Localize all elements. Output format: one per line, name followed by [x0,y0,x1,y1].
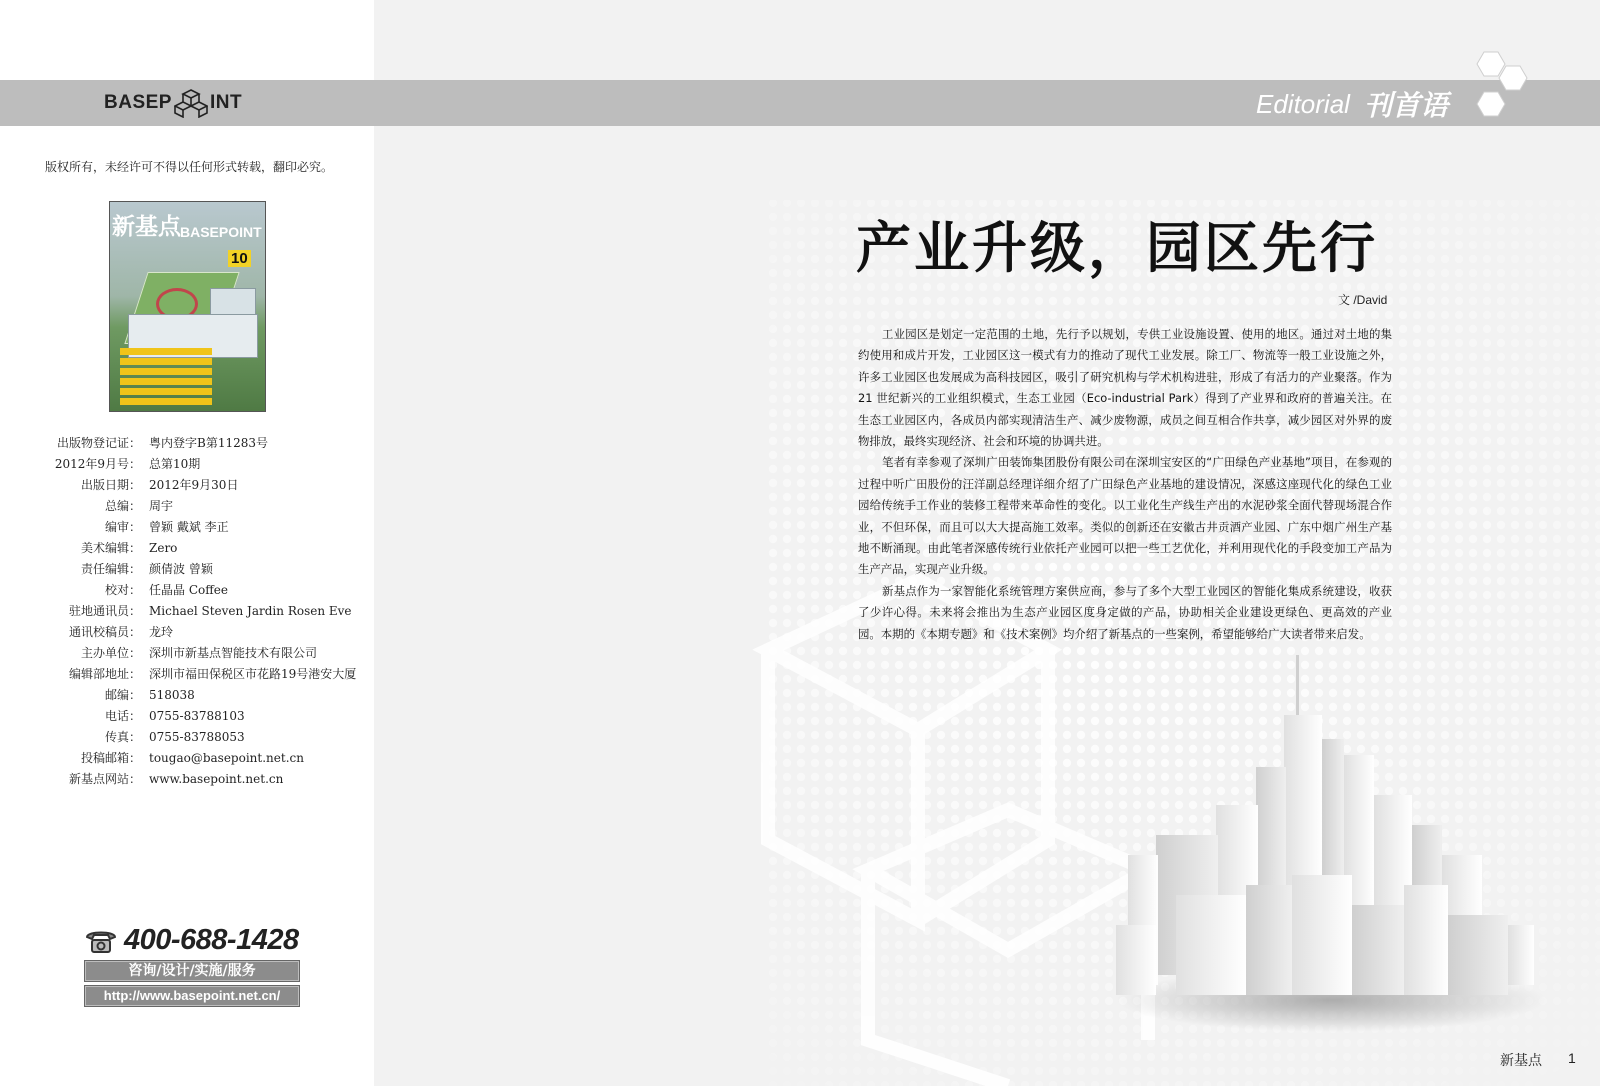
info-value: 深圳市新基点智能技术有限公司 [149,646,318,660]
magazine-cover-image [109,201,266,412]
info-row [0,432,374,453]
info-label: 驻地通讯员： [68,604,141,618]
info-value: 深圳市福田保税区市花路19号港安大厦 [149,667,357,681]
info-label: 出版日期： [80,478,141,492]
info-row [0,600,374,621]
info-label: 投稿邮箱： [80,751,141,765]
website-link[interactable]: http://www.basepoint.net.cn/ [84,985,300,1007]
info-row [0,516,374,537]
info-value: 总第10期 [149,457,201,471]
info-row [0,642,374,663]
info-label: 新基点网站： [68,772,141,786]
info-label: 美术编辑： [80,541,141,555]
info-value: 颜倩波 曾颖 [149,562,213,576]
info-value: 任晶晶 Coffee [149,583,228,597]
info-value: 2012年9月30日 [149,478,239,492]
info-label: 主办单位： [80,646,141,660]
info-row [0,558,374,579]
info-row [0,768,374,789]
info-value: 周宇 [149,499,174,513]
info-value: tougao@basepoint.net.cn [149,750,304,765]
info-label: 出版物登记证： [56,436,141,450]
article-paragraph: 新基点作为一家智能化系统管理方案供应商，参与了多个大型工业园区的智能化集成系统建设，收获了少许心得。未来将会推出为生态产业园区度身定做的产品，协助相关企业建设更绿色、更高效的产业园。本期的《本期专题》和《技术案例》均介绍了新基点的一些案例，希望能够给广大读者带来启发。 [858,583,1392,641]
cube-logo-icon [174,88,208,118]
section-name-english: Editorial [1256,88,1350,119]
article-paragraph: 工业园区是划定一定范围的土地，先行予以规划，专供工业设施设置、使用的地区。通过对土地的集约使用和成片开发，工业园区这一模式有力的推动了现代工业发展。除工厂、物流等一般工业设施之外，许多工业园区也发展成为高科技园区，吸引了研究机构与学术机构进驻，形成了有活力的产业聚落。作为 21 世纪新兴的工业组织模式，生态工业园（Eco-industrial Park）得到了产业界和政府的普遍关注。在生态工业园区内，各成员内部实现清洁生产、减少废物源，成员之间互相合作共享，减少园区对外界的废物排放，最终实现经济、社会和环境的协调共进。 [858,327,1392,449]
info-value: Zero [149,540,178,555]
info-value: www.basepoint.net.cn [149,771,284,786]
basepoint-logo [104,88,242,118]
cover-title: 新基点 [112,213,181,240]
info-label: 责任编辑： [80,562,141,576]
city-skyline-illustration [1116,655,1546,1035]
logo-text-right: INT [209,92,243,113]
info-value: 0755-83788103 [149,708,245,723]
info-row [0,726,374,747]
info-row [0,474,374,495]
info-label: 电话： [104,709,141,723]
logo-text-left: BASEP [104,92,172,113]
info-value: 518038 [149,687,195,702]
hotline-number: 400-688-1428 [124,924,299,956]
info-value: 0755-83788053 [149,729,245,744]
cover-issue-badge: 10 [228,250,251,267]
info-row [0,705,374,726]
info-row [0,747,374,768]
info-value: Michael Steven Jardin Rosen Eve [149,603,352,618]
info-label: 邮编： [104,688,141,702]
article-body [858,324,1392,645]
info-label: 编审： [104,520,141,534]
section-name-chinese: 刊首语 [1363,89,1448,122]
info-row [0,663,374,684]
info-label: 编辑部地址： [68,667,141,681]
telephone-icon [84,928,118,954]
publication-info-table [0,432,374,789]
article-title: 产业升级，园区先行 [856,216,1379,280]
cover-subtitle: BASEPOINT [180,224,262,240]
cover-headline-list [120,348,212,408]
info-value: 曾颖 戴斌 李正 [149,520,229,534]
info-row [0,579,374,600]
footer-brand: 新基点 [1500,1053,1542,1069]
info-row [0,684,374,705]
article-author: 文 /David [1338,293,1388,307]
page-number: 1 [1568,1050,1576,1066]
info-label: 总编： [104,499,141,513]
info-label: 传真： [104,730,141,744]
info-label: 通讯校稿员： [68,625,141,639]
info-value: 粤内登字B第11283号 [149,436,268,450]
info-row [0,495,374,516]
info-row [0,621,374,642]
article-paragraph: 笔者有幸参观了深圳广田装饰集团股份有限公司在深圳宝安区的“广田绿色产业基地”项目，在参观的过程中听广田股份的汪洋副总经理详细介绍了广田绿色产业基地的建设情况，深感这座现代化的绿色工业园给传统手工作业的装修工程带来革命性的变化。以工业化生产线生产出的水泥砂浆全面代替现场混合作业，不但环保，而且可以大大提高施工效率。类似的创新还在安徽古井贡酒产业园、广东中烟广州生产基地不断涌现。由此笔者深感传统行业依托产业园可以把一些工艺优化，并利用现代化的手段变加工产品为生产产品，实现产业升级。 [858,455,1392,577]
copyright-notice: 版权所有，未经许可不得以任何形式转载，翻印必究。 [45,160,334,174]
info-row [0,453,374,474]
hotline-block [84,924,300,1007]
info-row [0,537,374,558]
services-banner: 咨询/设计/实施/服务 [84,960,300,982]
info-label: 2012年9月号： [54,457,141,471]
info-value: 龙玲 [149,625,174,639]
info-label: 校对： [104,583,141,597]
section-heading [1256,86,1448,122]
hexagon-decoration-icon [1470,50,1530,122]
